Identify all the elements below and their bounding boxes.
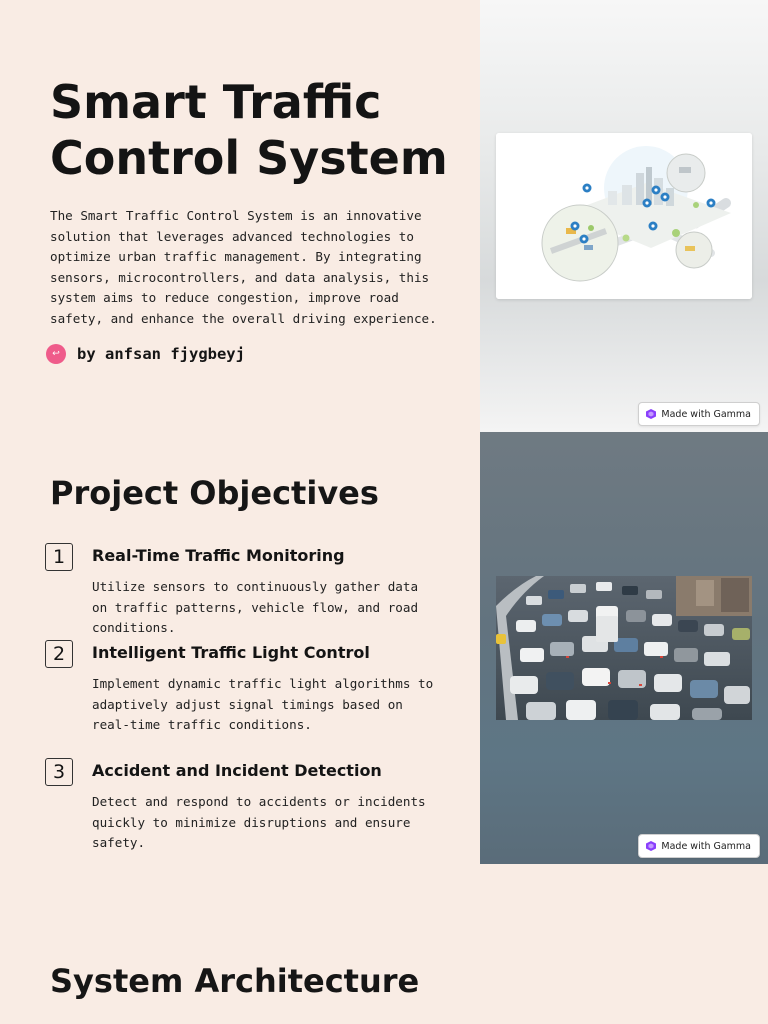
objective-description: Utilize sensors to continuously gather data on traffic patterns, vehicle flow, and road conditions. xyxy=(92,579,419,636)
presentation-title: Smart Traffic Control System xyxy=(50,75,448,185)
intro-paragraph: The Smart Traffic Control System is an innovative solution that leverages advanced technologies to optimize urban traffic management. By integrating sensors, microcontrollers, and data analysis, this system aims to reduce congestion, improve road safety, and enhance the overall driving experience. xyxy=(50,208,437,326)
objective-number: 1 xyxy=(45,543,73,571)
author-byline xyxy=(46,343,245,365)
objective-number: 3 xyxy=(45,758,73,786)
avatar-glyph-icon: ↩ xyxy=(52,349,60,359)
traffic-jam-photo-icon xyxy=(496,576,752,720)
gamma-gem-icon xyxy=(646,409,656,419)
author-name: by anfsan fjygbeyj xyxy=(77,345,245,363)
objective-number: 2 xyxy=(45,640,73,668)
objective-description: Detect and respond to accidents or incidents quickly to minimize disruptions and ensure safety. xyxy=(92,794,426,851)
slide-architecture xyxy=(0,864,768,1024)
objective-title: Real-Time Traffic Monitoring xyxy=(92,546,345,565)
slide-title-image-panel xyxy=(480,0,768,432)
slide-title xyxy=(0,0,768,432)
architecture-heading: System Architecture xyxy=(50,962,420,1000)
objective-title: Accident and Incident Detection xyxy=(92,761,382,780)
made-with-gamma-badge[interactable] xyxy=(638,834,760,858)
avatar xyxy=(46,344,66,364)
objectives-heading: Project Objectives xyxy=(50,474,379,512)
traffic-jam-photo xyxy=(496,576,752,720)
slide-title-text-panel xyxy=(0,0,480,432)
slide-objectives xyxy=(0,432,768,864)
objective-description: Implement dynamic traffic light algorithms to adaptively adjust signal timings based on real-time traffic conditions. xyxy=(92,676,434,733)
objective-title: Intelligent Traffic Light Control xyxy=(92,643,370,662)
slide-objectives-image-panel xyxy=(480,432,768,864)
smart-city-illustration-icon xyxy=(496,133,752,299)
badge-label: Made with Gamma xyxy=(661,408,751,420)
badge-label: Made with Gamma xyxy=(661,840,751,852)
smart-city-illustration xyxy=(496,133,752,299)
gamma-gem-icon xyxy=(646,841,656,851)
made-with-gamma-badge[interactable] xyxy=(638,402,760,426)
